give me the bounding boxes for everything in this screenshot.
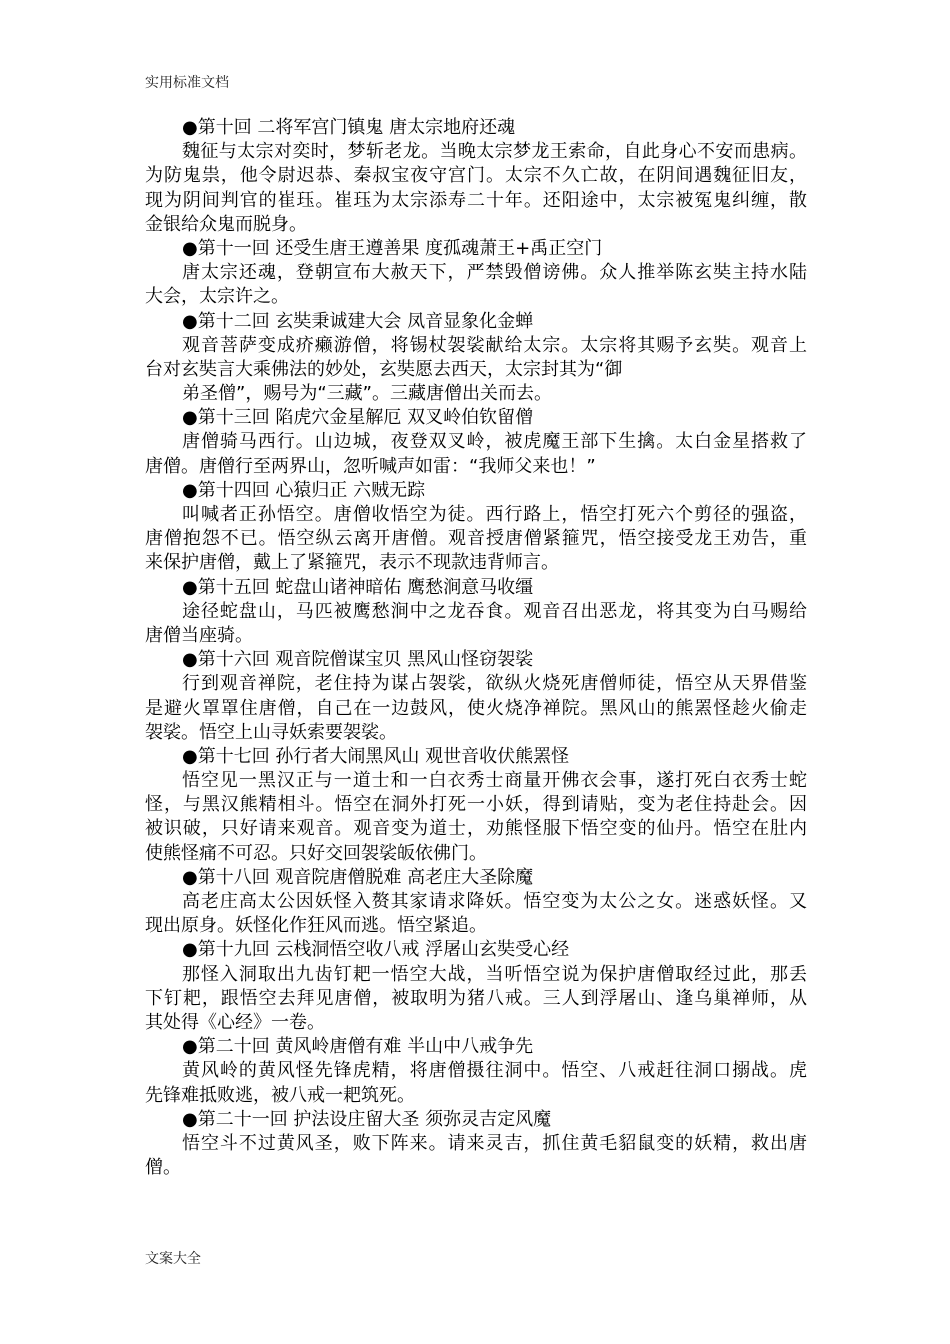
body-text-line: 唐僧抱怨不已。悟空纵云离开唐僧。观音授唐僧紧箍咒，悟空接受龙王劝告，重 <box>145 528 807 550</box>
chapter-heading: ●第十五回 蛇盘山诸神暗佑 鹰愁涧意马收缰 <box>182 576 534 598</box>
chapter-heading: ●第十二回 玄奘秉诚建大会 凤音显象化金蝉 <box>182 310 534 332</box>
chapter-heading: ●第二十一回 护法设庄留大圣 须弥灵吉定风魔 <box>182 1108 552 1130</box>
body-text-line: 袈裟。悟空上山寻妖索要袈裟。 <box>145 721 397 743</box>
body-text-line: 悟空斗不过黄风圣，败下阵来。请来灵吉，抓住黄毛貂鼠变的妖精，救出唐 <box>182 1132 807 1154</box>
body-text-line: 叫喊者正孙悟空。唐僧收悟空为徒。西行路上，悟空打死六个剪径的强盗， <box>182 504 807 525</box>
body-text-line: 弟圣僧”，赐号为“三藏”。三藏唐僧出关而去。 <box>182 383 552 405</box>
chapter-heading: ●第十三回 陷虎穴金星解厄 双叉岭伯钦留僧 <box>182 407 534 429</box>
chapter-heading: ●第十六回 观音院僧谋宝贝 黑风山怪窃袈裟 <box>182 649 534 671</box>
body-text-line: 为防鬼祟，他令尉迟恭、秦叔宝夜守宫门。太宗不久亡故，在阴间遇魏征旧友， <box>145 165 807 187</box>
body-text-line: 行到观音禅院，老住持为谋占袈裟，欲纵火烧死唐僧师徒，悟空从天界借鉴 <box>182 673 807 695</box>
chapter-heading: ●第十回 二将军宫门镇鬼 唐太宗地府还魂 <box>182 117 516 138</box>
body-text-line: 唐僧骑马西行。山边城，夜登双叉岭，被虎魔王部下生擒。太白金星搭救了 <box>182 431 807 453</box>
body-text-line: 先锋难抵败逃，被八戒一耙筑死。 <box>145 1084 415 1106</box>
page-header: 实用标准文档 <box>145 75 229 91</box>
body-text-line: 唐太宗还魂，登朝宣布大赦天下，严禁毁僧谤佛。众人推举陈玄奘主持水陆 <box>182 262 807 284</box>
body-text-line: 大会，太宗许之。 <box>145 286 289 308</box>
chapter-heading: ●第十四回 心猿归正 六贼无踪 <box>182 479 426 501</box>
chapter-heading: ●第十七回 孙行者大闹黑风山 观世音收伏熊罴怪 <box>182 745 570 767</box>
body-text-line: 台对玄奘言大乘佛法的妙处，玄奘愿去西天，太宗封其为“御 <box>145 358 623 380</box>
chapter-heading: ●第十一回 还受生唐王遵善果 度孤魂萧王+禹正空门 <box>182 237 603 259</box>
body-text-line: 被识破，只好请来观音。观音变为道士，劝熊怪服下悟空变的仙丹。悟空在肚内 <box>145 818 807 840</box>
body-text-line: 途径蛇盘山，马匹被鹰愁涧中之龙吞食。观音召出恶龙，将其变为白马赐给 <box>182 600 807 622</box>
body-text-line: 现出原身。妖怪化作狂风而逃。悟空紧追。 <box>145 915 487 937</box>
body-text-line: 来保护唐僧，戴上了紧箍咒，表示不现款违背师言。 <box>145 552 559 574</box>
body-text-line: 悟空见一黑汉正与一道士和一白衣秀士商量开佛衣会事，遂打死白衣秀士蛇 <box>182 770 807 792</box>
body-text-line: 那怪入洞取出九齿钉耙一悟空大战，当听悟空说为保护唐僧取经过此，那丢 <box>182 963 807 985</box>
page-footer: 文案大全 <box>145 1251 201 1267</box>
chapter-heading: ●第十八回 观音院唐僧脱难 高老庄大圣除魔 <box>182 866 534 888</box>
chapter-heading: ●第十九回 云栈洞悟空收八戒 浮屠山玄奘受心经 <box>182 939 570 961</box>
body-text-line: 使熊怪痛不可忍。只好交回袈裟皈依佛门。 <box>145 842 487 864</box>
body-text-line: 观音菩萨变成疥癞游僧，将锡杖袈裟献给太宗。太宗将其赐予玄奘。观音上 <box>182 334 807 356</box>
body-text-line: 唐僧当座骑。 <box>145 624 253 646</box>
chapter-heading: ●第二十回 黄风岭唐僧有难 半山中八戒争先 <box>182 1036 534 1058</box>
body-text-line: 现为阴间判官的崔珏。崔珏为太宗添寿二十年。还阳途中，太宗被冤鬼纠缠，散 <box>145 189 807 211</box>
body-text-line: 下钉耙，跟悟空去拜见唐僧，被取明为猪八戒。三人到浮屠山、逢乌巢禅师，从 <box>145 987 807 1009</box>
body-text-line: 其处得《心经》一卷。 <box>145 1011 325 1033</box>
body-text-line: 高老庄高太公因妖怪入赘其家请求降妖。悟空变为太公之女。迷惑妖怪。又 <box>182 891 807 912</box>
document-body <box>145 116 807 1180</box>
body-text-line: 黄风岭的黄风怪先锋虎精，将唐僧摄往洞中。悟空、八戒赶往洞口搦战。虎 <box>182 1060 807 1082</box>
body-text-line: 唐僧。唐僧行至两界山，忽听喊声如雷：“我师父来也！” <box>145 455 596 477</box>
body-text-line: 僧。 <box>145 1157 181 1179</box>
body-text-line: 魏征与太宗对奕时，梦斩老龙。当晚太宗梦龙王索命，自此身心不安而患病。 <box>182 141 807 163</box>
body-text-line: 怪，与黑汉熊精相斗。悟空在洞外打死一小妖，得到请贴，变为老住持赴会。因 <box>145 794 807 816</box>
body-text-line: 是避火罩罩住唐僧，自己在一边鼓风，使火烧净禅院。黑风山的熊罴怪趁火偷走 <box>145 697 807 719</box>
body-text-line: 金银给众鬼而脱身。 <box>145 213 307 235</box>
